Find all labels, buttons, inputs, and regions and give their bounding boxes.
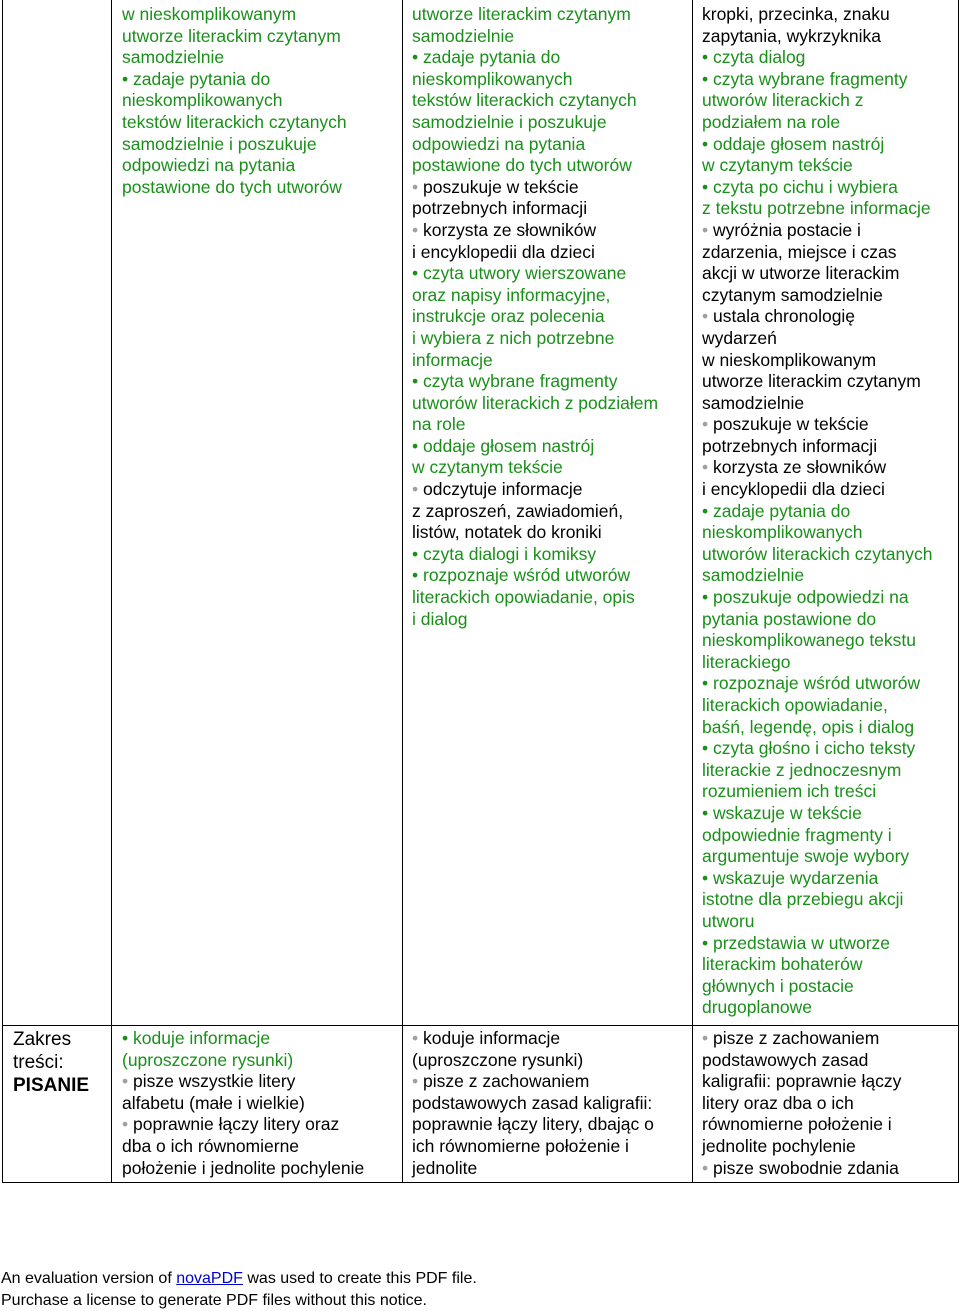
bullet-icon: • bbox=[702, 1157, 713, 1178]
text-line bbox=[702, 673, 933, 695]
text-line bbox=[412, 1136, 654, 1158]
line-text: litery oraz dba o ich bbox=[702, 1092, 854, 1113]
cell-writing-col2 bbox=[412, 1028, 654, 1179]
footer-text-before: An evaluation version of bbox=[1, 1270, 177, 1287]
line-text: (uproszczone rysunki) bbox=[122, 1049, 294, 1070]
line-text: postawione do tych utworów bbox=[412, 155, 632, 176]
line-text: wskazuje w tekście bbox=[713, 802, 862, 823]
bullet-icon: • bbox=[702, 1028, 713, 1048]
text-line bbox=[412, 1158, 654, 1180]
text-line bbox=[412, 263, 658, 285]
line-text: literackiego bbox=[702, 651, 791, 672]
text-line bbox=[702, 436, 933, 458]
line-text: odpowiednie fragmenty i bbox=[702, 824, 892, 845]
text-line bbox=[412, 565, 658, 587]
line-text: czyta głośno i cicho teksty bbox=[713, 738, 916, 759]
line-text: nieskomplikowanych bbox=[412, 68, 573, 89]
text-line bbox=[702, 4, 933, 26]
text-line bbox=[702, 1050, 901, 1072]
text-line bbox=[412, 501, 658, 523]
text-line bbox=[412, 350, 658, 372]
text-line bbox=[122, 47, 347, 69]
line-text: nieskomplikowanych bbox=[702, 522, 863, 543]
line-text: literackim bohaterów bbox=[702, 954, 863, 975]
line-text: równomierne położenie i bbox=[702, 1114, 892, 1135]
line-text: utworze literackim czytanym bbox=[412, 4, 631, 24]
text-line bbox=[702, 393, 933, 415]
line-text: utworze literackim czytanym bbox=[122, 25, 341, 46]
line-text: rozpoznaje wśród utworów bbox=[713, 673, 921, 694]
line-text: przedstawia w utworze bbox=[713, 932, 891, 953]
text-line bbox=[702, 738, 933, 760]
text-line bbox=[412, 479, 658, 501]
text-line bbox=[702, 69, 933, 91]
line-text: czyta dialogi i komiksy bbox=[423, 543, 597, 564]
cell-writing-col1 bbox=[122, 1028, 364, 1179]
line-text: dba o ich równomierne bbox=[122, 1135, 300, 1156]
line-text: akcji w utworze literackim bbox=[702, 263, 900, 284]
line-text: z zaproszeń, zawiadomień, bbox=[412, 500, 624, 521]
bullet-icon: • bbox=[702, 68, 713, 89]
line-text: i encyklopedii dla dzieci bbox=[412, 241, 595, 262]
text-line bbox=[412, 47, 658, 69]
line-text: odczytuje informacje bbox=[423, 479, 583, 500]
bullet-icon: • bbox=[702, 414, 713, 435]
line-text: samodzielnie bbox=[122, 47, 225, 68]
bullet-icon: • bbox=[702, 932, 713, 953]
line-text: argumentuje swoje wybory bbox=[702, 846, 910, 867]
line-text: nieskomplikowanych bbox=[122, 90, 283, 111]
evaluation-footer bbox=[1, 1268, 477, 1311]
text-line bbox=[702, 263, 933, 285]
cell-writing-col3 bbox=[702, 1028, 901, 1179]
text-line bbox=[702, 781, 933, 803]
text-line bbox=[702, 371, 933, 393]
text-line bbox=[702, 285, 933, 307]
line-text: podstawowych zasad kaligrafii: bbox=[412, 1092, 653, 1113]
line-text: rozpoznaje wśród utworów bbox=[423, 565, 631, 586]
line-text: drugoplanowe bbox=[702, 997, 812, 1018]
text-line bbox=[702, 90, 933, 112]
text-line bbox=[702, 717, 933, 739]
text-line bbox=[702, 26, 933, 48]
bullet-icon: • bbox=[702, 673, 713, 694]
line-text: zdarzenia, miejsce i czas bbox=[702, 241, 897, 262]
line-text: poprawnie łączy litery oraz bbox=[133, 1114, 340, 1135]
text-line bbox=[702, 587, 933, 609]
text-line bbox=[702, 846, 933, 868]
line-text: zadaje pytania do bbox=[423, 47, 561, 68]
bullet-icon: • bbox=[412, 219, 423, 240]
bullet-icon: • bbox=[702, 47, 713, 68]
line-text: pisze swobodnie zdania bbox=[713, 1157, 899, 1178]
cell-reading-col2 bbox=[412, 4, 658, 630]
line-text: jednolite bbox=[412, 1157, 478, 1178]
line-text: w czytanym tekście bbox=[412, 457, 563, 478]
line-text: czyta po cichu i wybiera bbox=[713, 176, 898, 197]
text-line bbox=[412, 26, 658, 48]
bullet-icon: • bbox=[702, 176, 713, 197]
text-line bbox=[412, 587, 658, 609]
text-line bbox=[412, 306, 658, 328]
text-line bbox=[122, 1050, 364, 1072]
line-text: położenie i jednolite pochylenie bbox=[122, 1157, 365, 1178]
line-text: (uproszczone rysunki) bbox=[412, 1049, 584, 1070]
text-line bbox=[702, 1136, 901, 1158]
bullet-icon: • bbox=[412, 47, 423, 68]
line-text: i dialog bbox=[412, 608, 468, 629]
table-border-bottom bbox=[2, 1182, 959, 1183]
line-text: głównych i postacie bbox=[702, 975, 854, 996]
text-line bbox=[122, 4, 347, 26]
line-text: z tekstu potrzebne informacje bbox=[702, 198, 931, 219]
text-line bbox=[122, 177, 347, 199]
text-line bbox=[122, 90, 347, 112]
table-divider-2 bbox=[402, 0, 403, 1183]
text-line bbox=[702, 976, 933, 998]
text-line bbox=[702, 198, 933, 220]
row-header-line-2: treści: bbox=[13, 1052, 64, 1073]
line-text: nieskomplikowanego tekstu bbox=[702, 630, 917, 651]
text-line bbox=[412, 1071, 654, 1093]
line-text: poprawnie łączy litery, dbając o bbox=[412, 1114, 654, 1135]
text-line bbox=[122, 69, 347, 91]
text-line bbox=[702, 933, 933, 955]
bullet-icon: • bbox=[122, 68, 133, 89]
text-line bbox=[412, 134, 658, 156]
line-text: oddaje głosem nastrój bbox=[423, 435, 595, 456]
bullet-icon: • bbox=[412, 543, 423, 564]
line-text: poszukuje w tekście bbox=[423, 176, 579, 197]
text-line bbox=[412, 414, 658, 436]
bullet-icon: • bbox=[122, 1071, 133, 1092]
text-line bbox=[702, 630, 933, 652]
line-text: poszukuje w tekście bbox=[713, 414, 869, 435]
cell-reading-col1 bbox=[122, 4, 347, 198]
line-text: listów, notatek do kroniki bbox=[412, 522, 602, 543]
bullet-icon: • bbox=[412, 371, 423, 392]
bullet-icon: • bbox=[702, 738, 713, 759]
line-text: i wybiera z nich potrzebne bbox=[412, 327, 615, 348]
text-line bbox=[412, 393, 658, 415]
line-text: zadaje pytania do bbox=[133, 68, 271, 89]
text-line bbox=[702, 803, 933, 825]
bullet-icon: • bbox=[702, 457, 713, 478]
text-line bbox=[702, 1114, 901, 1136]
line-text: czyta wybrane fragmenty bbox=[423, 371, 618, 392]
text-line bbox=[122, 1114, 364, 1136]
text-line bbox=[702, 47, 933, 69]
text-line bbox=[702, 565, 933, 587]
text-line bbox=[412, 522, 658, 544]
line-text: tekstów literackich czytanych bbox=[122, 111, 347, 132]
text-line bbox=[702, 1158, 901, 1180]
footer-line-2: Purchase a license to generate PDF files without this notice. bbox=[1, 1291, 427, 1309]
text-line bbox=[702, 414, 933, 436]
line-text: samodzielnie bbox=[702, 565, 805, 586]
text-line bbox=[702, 911, 933, 933]
line-text: kropki, przecinka, znaku bbox=[702, 4, 890, 24]
row-header-line-1: Zakres bbox=[13, 1029, 72, 1050]
line-text: pisze z zachowaniem bbox=[713, 1028, 880, 1048]
line-text: literackich opowiadanie, bbox=[702, 695, 888, 715]
line-text: ich równomierne położenie i bbox=[412, 1135, 629, 1156]
text-line bbox=[702, 522, 933, 544]
bullet-icon: • bbox=[122, 1114, 133, 1135]
text-line bbox=[702, 328, 933, 350]
line-text: w nieskomplikowanym bbox=[122, 4, 297, 24]
line-text: odpowiedzi na pytania bbox=[122, 155, 296, 176]
bullet-icon: • bbox=[412, 565, 423, 586]
line-text: utworze literackim czytanym bbox=[702, 371, 921, 392]
text-line bbox=[702, 155, 933, 177]
text-line bbox=[702, 868, 933, 890]
bullet-icon: • bbox=[702, 306, 713, 327]
line-text: potrzebnych informacji bbox=[702, 435, 878, 456]
line-text: i encyklopedii dla dzieci bbox=[702, 479, 885, 500]
text-line bbox=[702, 242, 933, 264]
line-text: zadaje pytania do bbox=[713, 500, 851, 521]
text-line bbox=[702, 889, 933, 911]
text-line bbox=[412, 436, 658, 458]
row-header-zakres-tresci bbox=[13, 1028, 89, 1097]
line-text: na role bbox=[412, 414, 466, 435]
line-text: wyróżnia postacie i bbox=[713, 219, 861, 240]
bullet-icon: • bbox=[702, 500, 713, 521]
text-line bbox=[412, 220, 658, 242]
bullet-icon: • bbox=[702, 867, 713, 888]
line-text: instrukcje oraz polecenia bbox=[412, 306, 605, 327]
line-text: samodzielnie bbox=[412, 25, 515, 46]
text-line bbox=[702, 177, 933, 199]
novapdf-link[interactable]: novaPDF bbox=[176, 1270, 243, 1287]
line-text: literackich opowiadanie, opis bbox=[412, 587, 635, 608]
text-line bbox=[122, 112, 347, 134]
text-line bbox=[702, 825, 933, 847]
text-line bbox=[122, 1071, 364, 1093]
text-line bbox=[412, 242, 658, 264]
line-text: wskazuje wydarzenia bbox=[713, 867, 879, 888]
bullet-icon: • bbox=[412, 1028, 423, 1048]
text-line bbox=[412, 1028, 654, 1050]
line-text: kaligrafii: poprawnie łączy bbox=[702, 1071, 902, 1092]
line-text: oddaje głosem nastrój bbox=[713, 133, 885, 154]
text-line bbox=[412, 1114, 654, 1136]
text-line bbox=[412, 328, 658, 350]
text-line bbox=[702, 695, 933, 717]
line-text: zapytania, wykrzyknika bbox=[702, 25, 881, 46]
line-text: literackie z jednoczesnym bbox=[702, 759, 902, 780]
table-divider-3 bbox=[692, 0, 693, 1183]
line-text: samodzielnie bbox=[702, 392, 805, 413]
line-text: utworu bbox=[702, 910, 755, 931]
line-text: poszukuje odpowiedzi na bbox=[713, 587, 909, 608]
bullet-icon: • bbox=[412, 1071, 423, 1092]
bullet-icon: • bbox=[412, 263, 423, 284]
text-line bbox=[702, 760, 933, 782]
text-line bbox=[122, 134, 347, 156]
line-text: oraz napisy informacyjne, bbox=[412, 284, 611, 305]
line-text: podstawowych zasad bbox=[702, 1049, 869, 1070]
line-text: jednolite pochylenie bbox=[702, 1135, 856, 1156]
bullet-icon: • bbox=[412, 435, 423, 456]
cell-reading-col3 bbox=[702, 4, 933, 1019]
line-text: koduje informacje bbox=[133, 1028, 271, 1048]
line-text: utworów literackich z podziałem bbox=[412, 392, 659, 413]
line-text: czyta wybrane fragmenty bbox=[713, 68, 908, 89]
text-line bbox=[412, 371, 658, 393]
bullet-icon: • bbox=[702, 219, 713, 240]
text-line bbox=[412, 1050, 654, 1072]
text-line bbox=[412, 544, 658, 566]
text-line bbox=[412, 1093, 654, 1115]
line-text: ustala chronologię bbox=[713, 306, 856, 327]
bullet-icon: • bbox=[412, 479, 423, 500]
line-text: odpowiedzi na pytania bbox=[412, 133, 586, 154]
text-line bbox=[412, 155, 658, 177]
line-text: pisze wszystkie litery bbox=[133, 1071, 296, 1092]
text-line bbox=[122, 1158, 364, 1180]
line-text: czyta utwory wierszowane bbox=[423, 263, 627, 284]
table-border-left bbox=[2, 0, 3, 1183]
text-line bbox=[412, 177, 658, 199]
line-text: postawione do tych utworów bbox=[122, 176, 342, 197]
line-text: wydarzeń bbox=[702, 327, 777, 348]
text-line bbox=[702, 457, 933, 479]
bullet-icon: • bbox=[122, 1028, 133, 1048]
text-line bbox=[412, 4, 658, 26]
row-header-line-3: PISANIE bbox=[13, 1075, 90, 1096]
line-text: potrzebnych informacji bbox=[412, 198, 588, 219]
text-line bbox=[122, 1136, 364, 1158]
text-line bbox=[702, 220, 933, 242]
line-text: samodzielnie i poszukuje bbox=[122, 133, 317, 154]
text-line bbox=[412, 112, 658, 134]
footer-line-1 bbox=[1, 1268, 477, 1290]
line-text: korzysta ze słowników bbox=[713, 457, 887, 478]
line-text: informacje bbox=[412, 349, 493, 370]
text-line bbox=[702, 306, 933, 328]
line-text: samodzielnie i poszukuje bbox=[412, 111, 607, 132]
text-line bbox=[702, 997, 933, 1019]
text-line bbox=[412, 90, 658, 112]
line-text: tekstów literackich czytanych bbox=[412, 90, 637, 111]
line-text: w nieskomplikowanym bbox=[702, 349, 877, 370]
text-line bbox=[702, 112, 933, 134]
text-line bbox=[702, 954, 933, 976]
text-line bbox=[702, 1028, 901, 1050]
line-text: istotne dla przebiegu akcji bbox=[702, 889, 904, 910]
line-text: utworów literackich czytanych bbox=[702, 543, 933, 564]
line-text: utworów literackich z bbox=[702, 90, 864, 111]
bullet-icon: • bbox=[412, 176, 423, 197]
line-text: koduje informacje bbox=[423, 1028, 561, 1048]
text-line bbox=[702, 609, 933, 631]
line-text: pytania postawione do bbox=[702, 608, 877, 629]
line-text: czytanym samodzielnie bbox=[702, 284, 883, 305]
text-line bbox=[122, 155, 347, 177]
text-line bbox=[412, 457, 658, 479]
text-line bbox=[412, 285, 658, 307]
text-line bbox=[122, 1093, 364, 1115]
line-text: czyta dialog bbox=[713, 47, 806, 68]
text-line bbox=[702, 479, 933, 501]
text-line bbox=[122, 26, 347, 48]
text-line bbox=[702, 544, 933, 566]
line-text: w czytanym tekście bbox=[702, 155, 853, 176]
bullet-icon: • bbox=[702, 133, 713, 154]
table-divider-1 bbox=[111, 0, 112, 1183]
line-text: pisze z zachowaniem bbox=[423, 1071, 590, 1092]
text-line bbox=[702, 350, 933, 372]
line-text: korzysta ze słowników bbox=[423, 219, 597, 240]
text-line bbox=[412, 198, 658, 220]
table-border-right bbox=[958, 0, 959, 1183]
text-line bbox=[702, 134, 933, 156]
text-line bbox=[122, 1028, 364, 1050]
line-text: podziałem na role bbox=[702, 111, 841, 132]
table-row-divider bbox=[2, 1025, 959, 1026]
text-line bbox=[702, 501, 933, 523]
text-line bbox=[702, 652, 933, 674]
text-line bbox=[702, 1093, 901, 1115]
text-line bbox=[412, 609, 658, 631]
line-text: baśń, legendę, opis i dialog bbox=[702, 716, 915, 737]
text-line bbox=[702, 1071, 901, 1093]
line-text: rozumieniem ich treści bbox=[702, 781, 877, 802]
bullet-icon: • bbox=[702, 802, 713, 823]
bullet-icon: • bbox=[702, 587, 713, 608]
line-text: alfabetu (małe i wielkie) bbox=[122, 1092, 305, 1113]
footer-text-after: was used to create this PDF file. bbox=[242, 1270, 477, 1287]
text-line bbox=[412, 69, 658, 91]
